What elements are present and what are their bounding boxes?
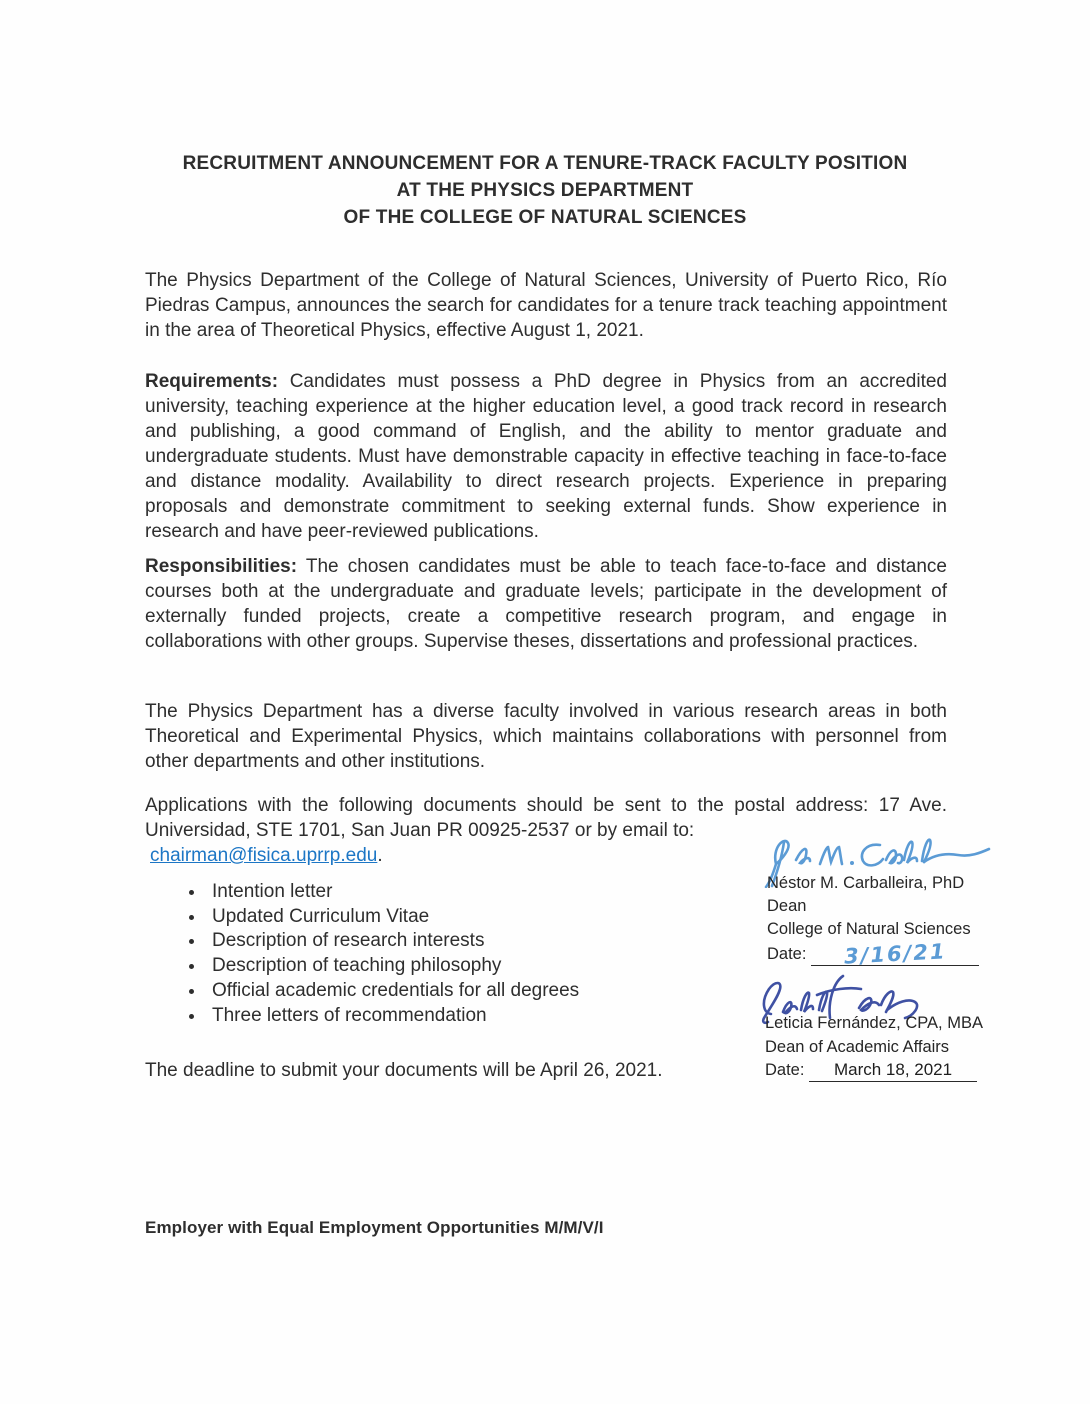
footer-eeo-statement: Employer with Equal Employment Opportunities M/M/V/I — [145, 1218, 604, 1237]
required-documents-list — [176, 880, 766, 1028]
date-row — [767, 939, 979, 969]
date-field — [811, 939, 979, 969]
list-item-label: Description of teaching philosophy — [212, 955, 502, 977]
list-item-label: Official academic credentials for all degrees — [212, 979, 580, 1001]
requirements-label: Requirements: — [145, 371, 279, 392]
paragraph-applications — [145, 793, 947, 868]
deadline-text: The deadline to submit your documents will be April 26, 2021. — [145, 1060, 663, 1081]
email-line — [145, 843, 947, 868]
list-item — [206, 979, 766, 1004]
list-item-label: Updated Curriculum Vitae — [212, 905, 430, 927]
paragraph-department — [145, 699, 947, 774]
requirements-text: Candidates must possess a PhD degree in Physics from an accredited university, teaching experience at the higher education level, a good track record in research and publishing, a good command of English, and the ability to mentor graduate and undergraduate students. Must have demonstrable capacity in effective teaching in face-to-face and distance modality. Availability to direct research projects. Experience in preparing proposals and demonstrate commitment to seeking external funds. Show experience in research and have peer-reviewed publications. — [145, 371, 947, 542]
list-item — [206, 880, 766, 905]
department-text: The Physics Department has a diverse faculty involved in various research areas in both Theoretical and Experimental Physics, which maintains collaborations with personnel from other departments and other institutions. — [145, 701, 947, 772]
date-label: Date: — [765, 1061, 805, 1079]
applications-text: Applications with the following documents should be sent to the postal address: 17 Ave. Universidad, STE 1701, San Juan PR 00925-2537 or by email to: — [145, 795, 947, 841]
list-item — [206, 905, 766, 930]
paragraph-intro — [145, 268, 947, 343]
signer-name: Leticia Fernández, CPA, MBA — [765, 1014, 983, 1032]
list-item-label: Description of research interests — [212, 930, 485, 952]
title-line-3: OF THE COLLEGE OF NATURAL SCIENCES — [343, 207, 747, 228]
email-period: . — [377, 845, 383, 866]
signer-title: Dean of Academic Affairs — [765, 1038, 950, 1056]
date-row — [765, 1059, 977, 1082]
signer-name: Néstor M. Carballeira, PhD — [767, 874, 965, 892]
list-item-label: Three letters of recommendation — [212, 1004, 487, 1026]
paragraph-requirements — [145, 369, 947, 544]
list-item — [206, 954, 766, 979]
document-title — [120, 150, 970, 231]
responsibilities-text: The chosen candidates must be able to teach face-to-face and distance courses both at the undergraduate and graduate levels; participate in the development of externally funded projects, create a competitive research program, and engage in collaborations with other groups. Supervise theses, dissertations and professional practices. — [145, 556, 947, 652]
signer-organization: College of Natural Sciences — [767, 920, 971, 938]
title-line-2: AT THE PHYSICS DEPARTMENT — [396, 180, 694, 201]
list-item — [206, 1004, 766, 1029]
email-link[interactable]: chairman@fisica.uprrp.edu — [150, 845, 378, 866]
typed-date: March 18, 2021 — [833, 1060, 953, 1079]
responsibilities-label: Responsibilities: — [145, 556, 298, 577]
list-item — [206, 929, 766, 954]
intro-text: The Physics Department of the College of Natural Sciences, University of Puerto Rico, Río Piedras Campus, announces the search for candidates for a tenure track teaching appointment in the area of Theoretical Physics, effective August 1, 2021. — [145, 270, 947, 341]
signer-title: Dean — [767, 897, 807, 915]
date-field — [809, 1059, 977, 1082]
paragraph-responsibilities — [145, 554, 947, 654]
title-line-1: RECRUITMENT ANNOUNCEMENT FOR A TENURE-TRACK FACULTY POSITION — [182, 153, 908, 174]
list-item-label: Intention letter — [212, 881, 333, 902]
handwritten-date: 3/16/21 — [843, 939, 947, 969]
date-label: Date: — [767, 945, 807, 963]
